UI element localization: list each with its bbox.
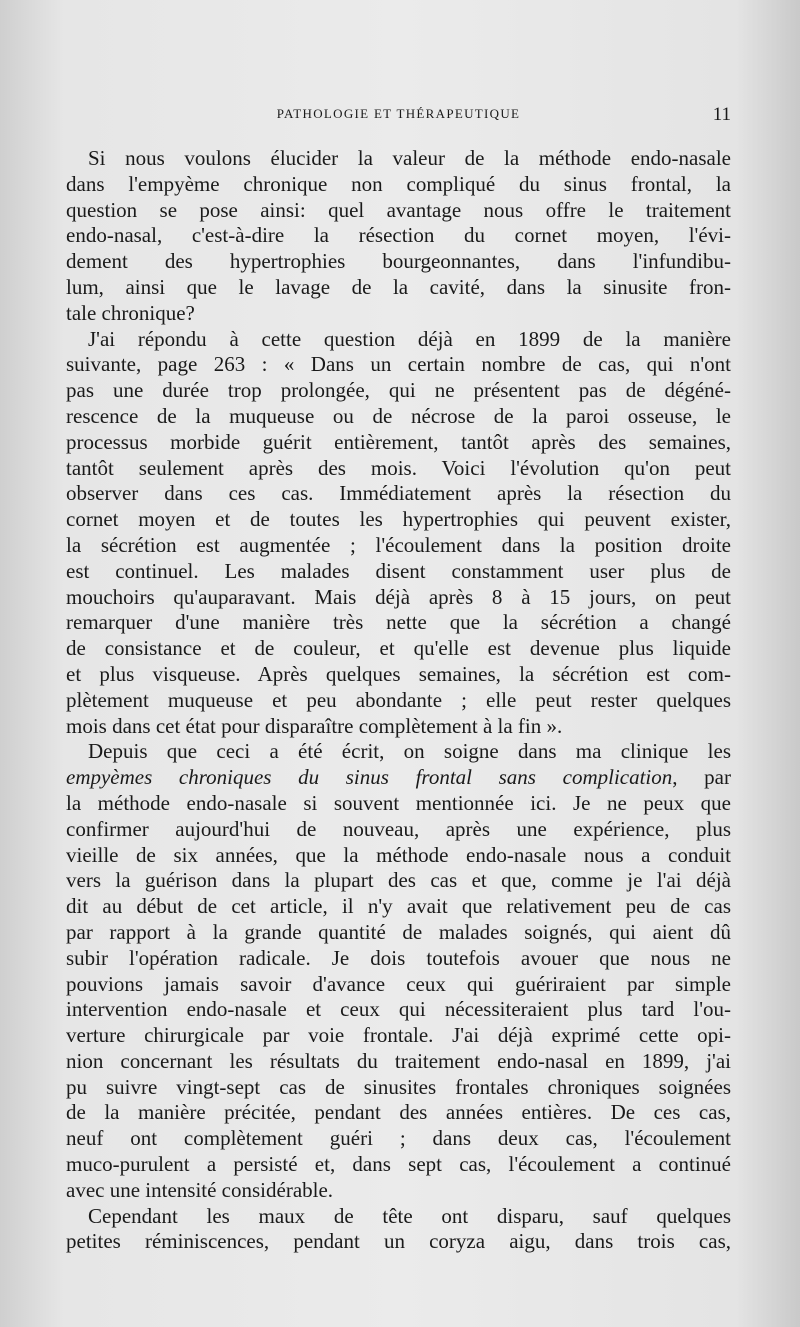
text-line: observer dans ces cas. Immédiatement après la résection du — [66, 481, 731, 506]
text-line: de consistance et de couleur, et qu'elle est devenue plus liquide — [66, 636, 731, 661]
text-line: tale chronique? — [66, 300, 195, 325]
running-title: PATHOLOGIE ET THÉRAPEUTIQUE — [276, 106, 521, 121]
body-text — [66, 146, 731, 1255]
text-line: pu suivre vingt-sept cas de sinusites frontales chroniques soignées — [66, 1074, 731, 1099]
text-line: par rapport à la grande quantité de malades soignés, qui aient dû — [66, 919, 731, 944]
text-line: dement des hypertrophies bourgeonnantes, dans l'infundibu- — [66, 249, 731, 274]
text-line: avec une intensité considérable. — [66, 1177, 334, 1202]
text-line: neuf ont complètement guéri ; dans deux cas, l'écoulement — [66, 1126, 731, 1151]
text-line: subir l'opération radicale. Je dois toutefois avouer que nous ne — [66, 945, 731, 970]
text-line: et plus visqueuse. Après quelques semaines, la sécrétion est com- — [66, 661, 731, 686]
text-line: la sécrétion est augmentée ; l'écoulement dans la position droite — [66, 532, 731, 557]
text-line: remarquer d'une manière très nette que la sécrétion a changé — [66, 610, 731, 635]
text-line: processus morbide guérit entièrement, tantôt après des semaines, — [66, 429, 731, 454]
text-line: mouchoirs qu'auparavant. Mais déjà après 8 à 15 jours, on peut — [66, 584, 731, 609]
text-line: de la manière précitée, pendant des années entières. De ces cas, — [66, 1100, 731, 1125]
text-line: pas une durée trop prolongée, qui ne présentent pas de dégéné- — [66, 378, 731, 403]
page-number: 11 — [712, 104, 731, 125]
text-line: endo-nasal, c'est-à-dire la résection du cornet moyen, l'évi- — [66, 223, 731, 248]
text-line: Cependant les maux de tête ont disparu, sauf quelques — [88, 1203, 731, 1228]
text-line: J'ai répondu à cette question déjà en 1899 de la manière — [88, 326, 731, 351]
text-line: petites réminiscences, pendant un coryza aigu, dans trois cas, — [66, 1229, 731, 1254]
text-line — [66, 765, 731, 791]
italic-phrase: empyèmes chroniques du sinus frontal sans complication — [66, 765, 673, 790]
text-line: dans l'empyème chronique non compliqué du sinus frontal, la — [66, 171, 731, 196]
text-line: plètement muqueuse et peu abondante ; elle peut rester quelques — [66, 687, 731, 712]
text-line: la méthode endo-nasale si souvent mentionnée ici. Je ne peux que — [66, 790, 731, 815]
text-line: muco-purulent a persisté et, dans sept cas, l'écoulement a continué — [66, 1152, 731, 1177]
text-line: confirmer aujourd'hui de nouveau, après une expérience, plus — [66, 816, 731, 841]
text-line: cornet moyen et de toutes les hypertrophies qui peuvent exister, — [66, 507, 731, 532]
running-head — [66, 104, 731, 126]
text-line: Depuis que ceci a été écrit, on soigne dans ma clinique les — [88, 739, 731, 764]
text-line: pouvions jamais savoir d'avance ceux qui guériraient par simple — [66, 971, 731, 996]
text-line: nion concernant les résultats du traitement endo-nasal en 1899, j'ai — [66, 1048, 731, 1073]
text-line: vieille de six années, que la méthode endo-nasale nous a conduit — [66, 842, 731, 867]
text-line: intervention endo-nasale et ceux qui nécessiteraient plus tard l'ou- — [66, 997, 731, 1022]
text-line: suivante, page 263 : « Dans un certain nombre de cas, qui n'ont — [66, 352, 731, 377]
text-line: lum, ainsi que le lavage de la cavité, dans la sinusite fron- — [66, 274, 731, 299]
text-line: mois dans cet état pour disparaître complètement à la fin ». — [66, 713, 563, 738]
text-line: question se pose ainsi: quel avantage nous offre le traitement — [66, 197, 731, 222]
text-line: tantôt seulement après des mois. Voici l'évolution qu'on peut — [66, 455, 731, 480]
text-line: rescence de la muqueuse ou de nécrose de la paroi osseuse, le — [66, 403, 731, 428]
text-line: verture chirurgicale par voie frontale. J'ai déjà exprimé cette opi- — [66, 1023, 731, 1048]
text-fragment: , par — [672, 765, 731, 790]
text-line: dit au début de cet article, il n'y avait que relativement peu de cas — [66, 894, 731, 919]
text-line: Si nous voulons élucider la valeur de la méthode endo-nasale — [88, 146, 731, 170]
text-line: est continuel. Les malades disent constamment user plus de — [66, 558, 731, 583]
text-line: vers la guérison dans la plupart des cas et que, comme je l'ai déjà — [66, 868, 731, 893]
